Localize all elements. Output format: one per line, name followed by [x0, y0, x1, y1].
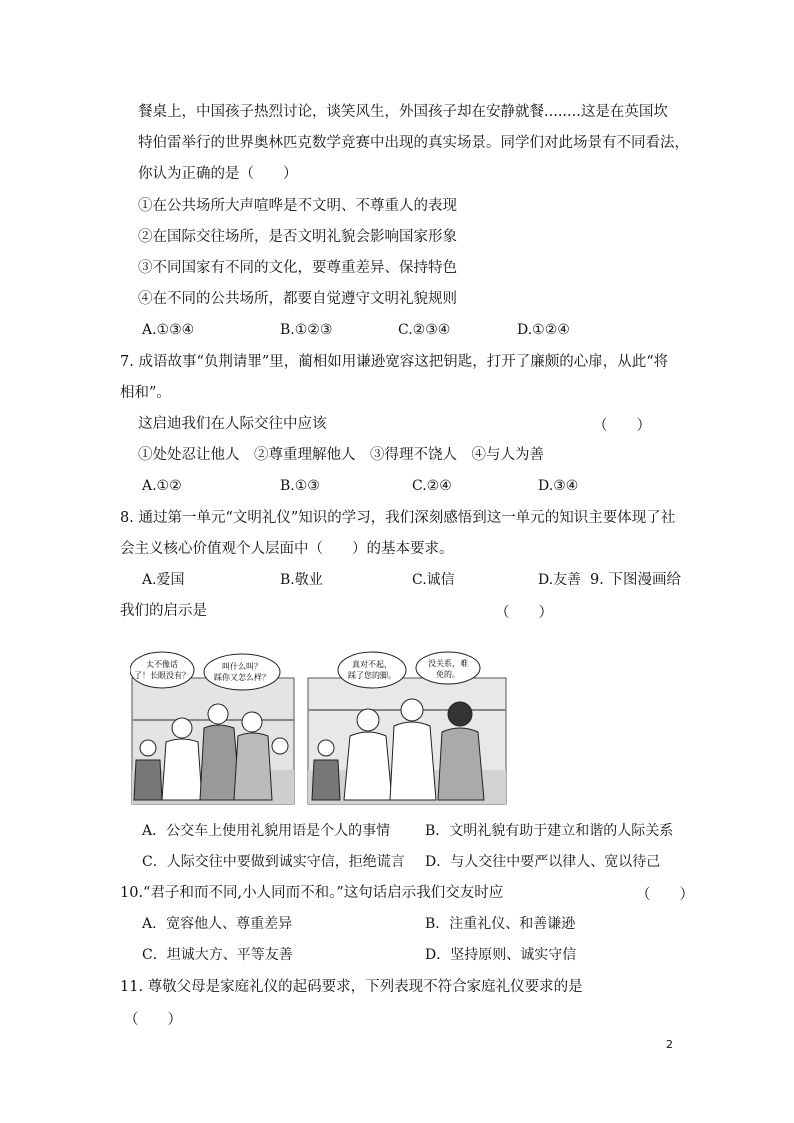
- q8-stem-line-1: 8. 通过第一单元“文明礼仪”知识的学习，我们深刻感悟到这一单元的知识主要体现了社: [120, 510, 676, 526]
- q9-option-d: D．与人交往中要严以律人、宽以待己: [425, 854, 661, 870]
- q8-option-a: A.爱国: [142, 572, 185, 588]
- comic-illustration: [130, 650, 508, 806]
- left-bubble-2: [204, 654, 280, 690]
- right-bubble-1: [338, 652, 406, 688]
- q6-option-b: B.①②③: [280, 322, 333, 338]
- q9-stem-start: 9. 下图漫画给: [590, 572, 681, 588]
- left-bubble-1-line-2: 了！长眼没有？: [134, 671, 190, 680]
- page-number: 2: [666, 1038, 673, 1051]
- left-bubble-2-line-2: 踩你又怎么样？: [214, 673, 270, 682]
- q7-option-d: D.③④: [538, 478, 579, 494]
- right-bubble-2: [416, 652, 480, 684]
- q10-option-a: A．宽容他人、尊重差异: [142, 916, 293, 932]
- q8-option-d: D.友善: [538, 572, 582, 588]
- q10-option-d: D．坚持原则、诚实守信: [425, 947, 577, 963]
- left-bubble-1: [130, 652, 194, 688]
- q7-answer-paren: （ ）: [593, 418, 651, 434]
- q10-stem: 10.“君子和而不同,小人同而不和。”这句话启示我们交友时应: [120, 885, 504, 901]
- q6-option-a: A.①③④: [142, 322, 195, 338]
- q10-option-c: C．坦诚大方、平等友善: [142, 947, 293, 963]
- q6-stem-line-2: 特伯雷举行的世界奥林匹克数学竞赛中出现的真实场景。同学们对此场景有不同看法，: [138, 135, 689, 151]
- q7-statements: ①处处忍让他人 ②尊重理解他人 ③得理不饶人 ④与人为善: [138, 447, 544, 463]
- comic-panel-right: [308, 678, 506, 804]
- q6-statement-1: ①在公共场所大声喧哗是不文明、不尊重人的表现: [138, 198, 457, 214]
- q7-stem-line-1: 7. 成语故事“负荆请罪”里，蔺相如用谦逊宽容这把钥匙，打开了廉颇的心扉，从此“将: [120, 354, 669, 370]
- q9-answer-paren: （ ）: [495, 605, 553, 621]
- q7-stem-line-3: 这启迪我们在人际交往中应该: [138, 416, 327, 432]
- q7-option-b: B.①③: [280, 478, 320, 494]
- q8-option-b: B.敬业: [280, 572, 323, 588]
- q7-stem-line-2: 相和”。: [120, 385, 171, 401]
- q9-option-c: C．人际交往中要做到诚实守信，拒绝谎言: [142, 854, 405, 870]
- q6-statement-2: ②在国际交往场所，是否文明礼貌会影响国家形象: [138, 229, 457, 245]
- q7-option-c: C.②④: [412, 478, 452, 494]
- q6-stem-line-3: 你认为正确的是（ ）: [138, 166, 298, 182]
- q10-option-b: B．注重礼仪、和善谦逊: [425, 916, 576, 932]
- q8-stem-line-2: 会主义核心价值观个人层面中（ ）的基本要求。: [120, 541, 454, 557]
- q6-option-d: D.①②④: [517, 322, 570, 338]
- q8-option-c: C.诚信: [412, 572, 455, 588]
- q10-answer-paren: （ ）: [636, 887, 694, 903]
- right-bubble-1-line-1: 真对不起，: [352, 660, 392, 669]
- q6-stem-line-1: 餐桌上，中国孩子热烈讨论，谈笑风生，外国孩子却在安静就餐........这是在英国坎: [138, 104, 668, 120]
- comic-panel-left: [132, 678, 294, 804]
- right-bubble-1-line-2: 踩了您的脚。: [348, 671, 396, 680]
- left-bubble-2-line-1: 叫什么叫？: [222, 662, 262, 671]
- q6-statement-4: ④在不同的公共场所，都要自觉遵守文明礼貌规则: [138, 291, 457, 307]
- q6-option-c: C.②③④: [398, 322, 451, 338]
- left-bubble-1-line-1: 太不像话: [146, 660, 178, 669]
- q11-stem: 11. 尊敬父母是家庭礼仪的起码要求，下列表现不符合家庭礼仪要求的是: [120, 979, 583, 995]
- q11-answer-paren: （ ）: [124, 1012, 182, 1028]
- q7-option-a: A.①②: [142, 478, 182, 494]
- q9-option-a: A．公交车上使用礼貌用语是个人的事情: [142, 823, 391, 839]
- right-bubble-2-line-1: 没关系，难: [428, 659, 468, 668]
- q6-statement-3: ③不同国家有不同的文化，要尊重差异、保持特色: [138, 260, 457, 276]
- q9-stem-line-2: 我们的启示是: [120, 603, 207, 619]
- q9-option-b: B．文明礼貌有助于建立和谐的人际关系: [425, 823, 674, 839]
- right-bubble-2-line-2: 免的。: [436, 670, 460, 679]
